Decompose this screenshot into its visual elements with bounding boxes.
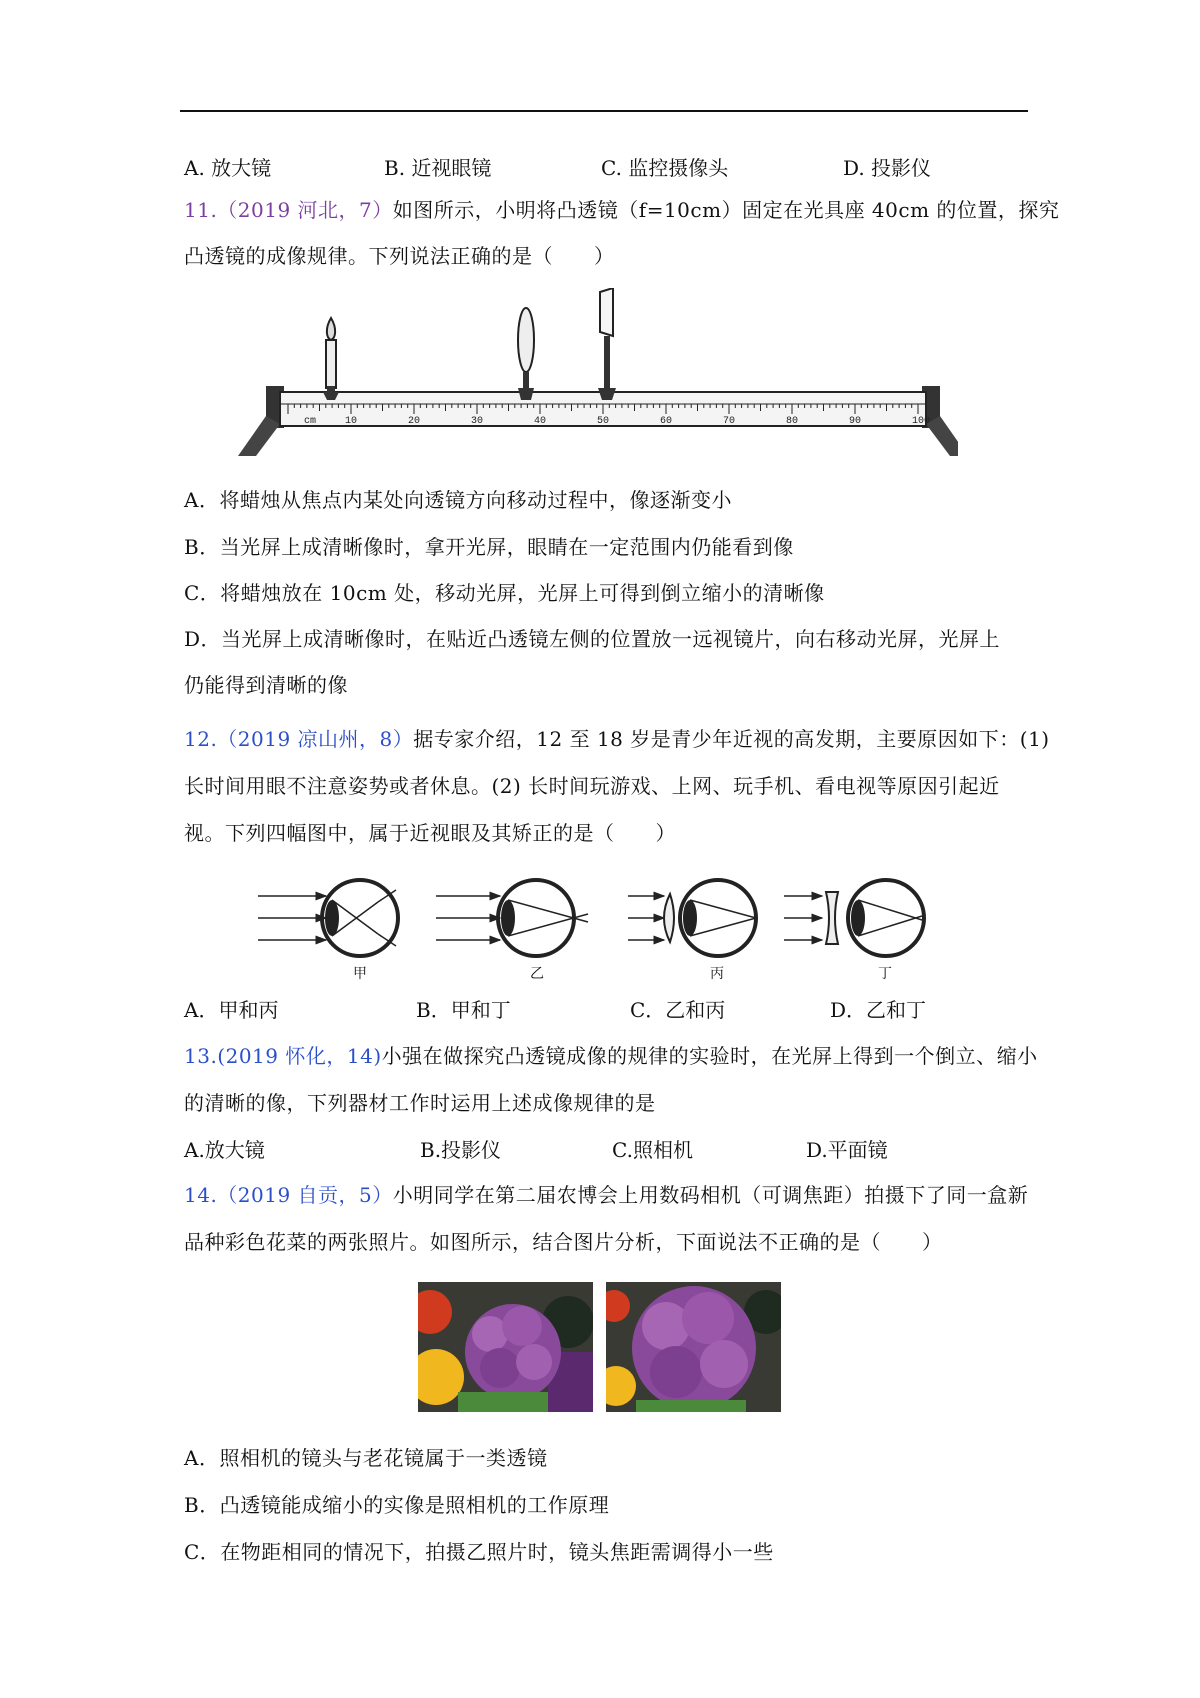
ruler-tick-label: 80 [786, 416, 799, 427]
cauliflower-photo-jia [418, 1282, 593, 1412]
ruler-tick-label: 90 [849, 416, 862, 427]
q14-option-c: C．在物距相同的情况下，拍摄乙照片时，镜头焦距需调得小一些 [184, 1540, 774, 1564]
optical-bench-figure [228, 288, 958, 458]
cauliflower-photo-yi [606, 1282, 781, 1412]
q11-source: 11.（2019 河北，7） [184, 198, 393, 222]
ruler-tick-label: 20 [408, 416, 421, 427]
ruler-tick-label: 30 [471, 416, 484, 427]
q11-stem-2: 凸透镜的成像规律。下列说法正确的是（ ） [184, 244, 615, 268]
header-rule [180, 110, 1028, 112]
light-screen [598, 288, 616, 400]
eye-yi [436, 880, 588, 982]
ruler-tick-label: 50 [597, 416, 610, 427]
q14-option-a: A．照相机的镜头与老花镜属于一类透镜 [184, 1446, 548, 1470]
q12-source: 12.（2019 凉山州，8） [184, 727, 414, 751]
eye-label-jia: 甲 [353, 966, 367, 982]
q11-option-b: B．当光屏上成清晰像时，拿开光屏，眼睛在一定范围内仍能看到像 [184, 535, 794, 559]
candle [323, 318, 339, 400]
q13-option-b: B.投影仪 [420, 1138, 502, 1162]
q13-source: 13.(2019 怀化，14) [184, 1044, 382, 1068]
left-leg [238, 416, 280, 456]
convex-correction-lens [664, 894, 674, 942]
q12-stem-text-1: 据专家介绍，12 至 18 岁是青少年近视的高发期，主要原因如下：(1) [413, 727, 1050, 751]
ruler-tick-label: 10 [345, 416, 358, 427]
ruler-tick-label: 60 [660, 416, 673, 427]
q12-option-d: D．乙和丁 [830, 998, 927, 1022]
eye-label-ding: 丁 [878, 966, 892, 982]
eye-label-bing: 丙 [710, 966, 724, 982]
q13-option-a: A.放大镜 [184, 1138, 265, 1162]
q10-option-b: B. 近视眼镜 [384, 156, 492, 180]
q11-stem-text-1: 如图所示，小明将凸透镜（f=10cm）固定在光具座 40cm 的位置，探究 [392, 198, 1060, 222]
ruler-tick-label: 40 [534, 416, 547, 427]
q12-stem-3: 视。下列四幅图中，属于近视眼及其矫正的是（ ） [184, 821, 676, 845]
ruler-tick-label: 70 [723, 416, 736, 427]
q13-stem-1 [184, 1041, 1038, 1071]
q13-option-c: C.照相机 [612, 1138, 693, 1162]
q10-option-d: D. 投影仪 [843, 156, 932, 180]
q13-stem-text-1: 小强在做探究凸透镜成像的规律的实验时，在光屏上得到一个倒立、缩小 [381, 1044, 1038, 1068]
q11-stem-1 [184, 195, 1059, 225]
eye-label-yi: 乙 [530, 966, 544, 982]
q12-option-b: B．甲和丁 [416, 998, 511, 1022]
q11-option-a: A．将蜡烛从焦点内某处向透镜方向移动过程中，像逐渐变小 [184, 488, 732, 512]
q12-option-c: C．乙和丙 [630, 998, 726, 1022]
q12-stem-2: 长时间用眼不注意姿势或者休息。(2) 长时间玩游戏、上网、玩手机、看电视等原因引起近 [184, 774, 1000, 798]
convex-lens [518, 308, 534, 400]
right-leg [926, 416, 958, 456]
q14-stem-1 [184, 1180, 1028, 1210]
q14-stem-text-1: 小明同学在第二届农博会上用数码相机（可调焦距）拍摄下了同一盒新 [392, 1183, 1029, 1207]
q12-stem-1 [184, 724, 1050, 754]
q13-option-d: D.平面镜 [806, 1138, 888, 1162]
eye-diagrams [250, 868, 950, 988]
q10-option-c: C. 监控摄像头 [601, 156, 729, 180]
eye-ding [784, 880, 924, 982]
q13-stem-2: 的清晰的像，下列器材工作时运用上述成像规律的是 [184, 1091, 656, 1115]
q14-source: 14.（2019 自贡，5） [184, 1183, 393, 1207]
eye-bing [628, 880, 756, 982]
ruler-tick-label: 100 [912, 416, 931, 427]
q14-option-b: B．凸透镜能成缩小的实像是照相机的工作原理 [184, 1493, 610, 1517]
eye-jia [258, 880, 398, 982]
q11-option-d-1: D．当光屏上成清晰像时，在贴近凸透镜左侧的位置放一远视镜片，向右移动光屏，光屏上 [184, 627, 1001, 651]
q14-stem-2: 品种彩色花菜的两张照片。如图所示，结合图片分析，下面说法不正确的是（ ） [184, 1230, 943, 1254]
ruler-unit: cm [304, 416, 317, 427]
q11-option-c: C．将蜡烛放在 10cm 处，移动光屏，光屏上可得到倒立缩小的清晰像 [184, 581, 825, 605]
q10-option-a: A. 放大镜 [184, 156, 272, 180]
concave-correction-lens [826, 892, 838, 944]
q12-option-a: A．甲和丙 [184, 998, 279, 1022]
q11-option-d-2: 仍能得到清晰的像 [184, 673, 348, 697]
